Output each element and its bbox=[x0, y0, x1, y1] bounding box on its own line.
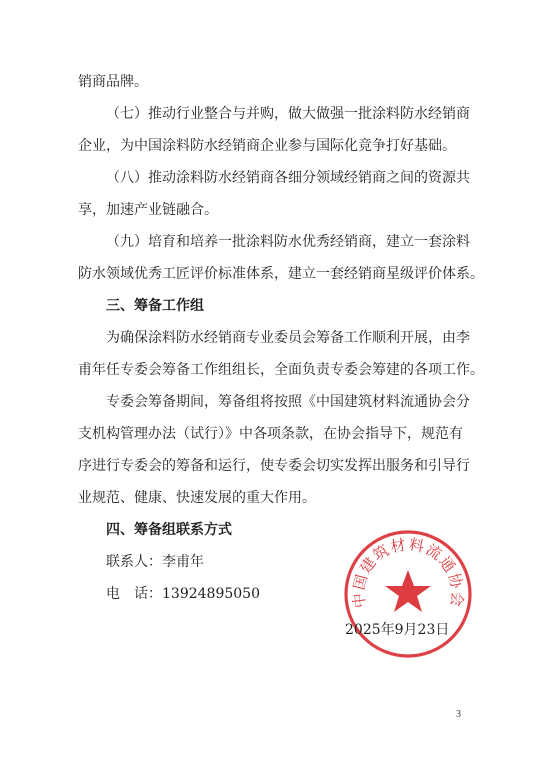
paragraph-line: （九）培育和培养一批涂料防水优秀经销商，建立一套涂料 bbox=[106, 234, 470, 250]
paragraph-line: （七）推动行业整合与并购，做大做强一批涂料防水经销商 bbox=[106, 106, 470, 122]
paragraph-line: 享，加速产业链融合。 bbox=[78, 202, 218, 218]
document-date: 2025年9月23日 bbox=[345, 622, 450, 638]
official-seal-stamp bbox=[342, 528, 474, 660]
paragraph-line: 为确保涂料防水经销商专业委员会筹备工作顺利开展，由李 bbox=[106, 330, 470, 346]
paragraph-line: 企业，为中国涂料防水经销商企业参与国际化竞争打好基础。 bbox=[78, 138, 456, 154]
section-heading: 三、筹备工作组 bbox=[106, 298, 204, 314]
paragraph-line: 防水领域优秀工匠评价标准体系，建立一套经销商星级评价体系。 bbox=[78, 266, 484, 282]
paragraph-line: （八）推动涂料防水经销商各细分领域经销商之间的资源共 bbox=[106, 170, 470, 186]
paragraph-line: 甫年任专委会筹备工作组组长，全面负责专委会筹建的各项工作。 bbox=[78, 362, 484, 378]
contact-phone: 电 话：13924895050 bbox=[106, 586, 260, 602]
svg-text:中国建筑材料流通协会: 中国建筑材料流通协会 bbox=[349, 535, 467, 610]
page-number: 3 bbox=[456, 709, 461, 720]
contact-person: 联系人：李甫年 bbox=[106, 554, 204, 570]
section-heading: 四、筹备组联系方式 bbox=[106, 522, 232, 538]
paragraph-line: 专委会筹备期间，筹备组将按照《中国建筑材料流通协会分 bbox=[106, 394, 470, 410]
paragraph-line: 销商品牌。 bbox=[78, 74, 148, 90]
paragraph-line: 支机构管理办法（试行）》中各项条款，在协会指导下，规范有 bbox=[78, 426, 463, 442]
paragraph-line: 序进行专委会的筹备和运行，使专委会切实发挥出服务和引导行 bbox=[78, 458, 470, 474]
paragraph-line: 业规范、健康、快速发展的重大作用。 bbox=[78, 490, 316, 506]
